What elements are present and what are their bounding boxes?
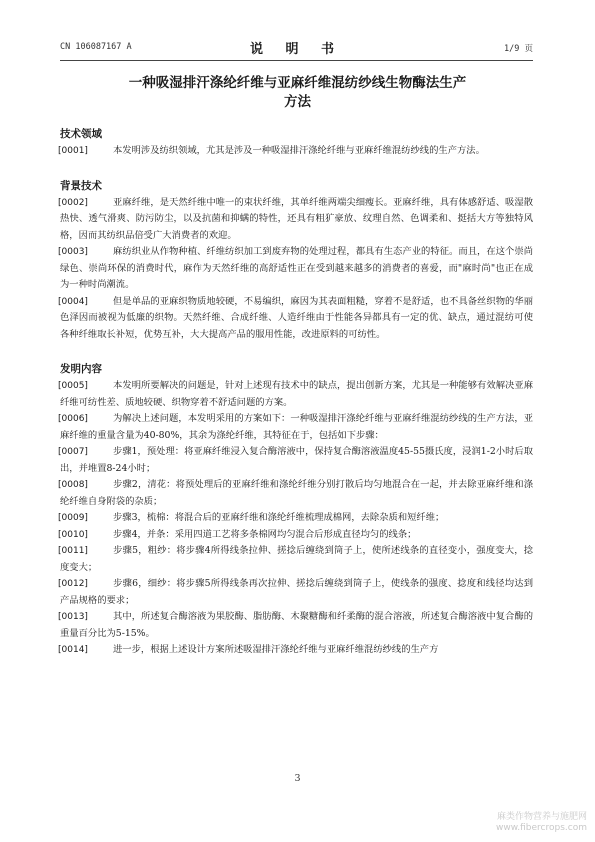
paragraph-number: [0014] [58,645,88,655]
paragraph-text: 其中，所述复合酶溶液为果胶酶、脂肪酶、木聚糖酶和纤柔酶的混合溶液，所述复合酶溶液中复合酶的重量百分比为5-15%。 [60,611,533,639]
page-number: 3 [294,773,301,784]
paragraph [60,477,533,510]
paragraph-text: 为解决上述问题，本发明采用的方案如下：一种吸湿排汗涤纶纤维与亚麻纤维混纺纱线的生产方法，亚麻纤维的重量含量为40-80%，其余为涤纶纤维，其特征在于，包括如下步骤： [60,413,533,441]
paragraph [60,244,533,294]
paragraph [60,143,533,160]
watermark-line-2: www.fibercrops.com [496,823,587,833]
paragraph-text: 步骤5，粗纱：将步骤4所得线条拉伸、搓捻后缠绕到筒子上，使所述线条的直径变小，强度变大，捻度变大； [60,545,533,573]
paragraph-text: 本发明涉及纺织领域，尤其是涉及一种吸湿排汗涤纶纤维与亚麻纤维混纺纱线的生产方法。 [113,145,485,156]
paragraph [60,609,533,642]
paragraph [60,378,533,411]
section-heading: 背景技术 [60,179,102,192]
paragraph [60,510,533,527]
paragraph-number: [0003] [58,247,88,257]
paragraph-text: 步骤4，并条：采用四道工艺将多条棉网均匀混合后形成直径均匀的线条； [113,528,417,540]
paragraph [60,527,533,544]
paragraph [60,411,533,444]
section-heading: 发明内容 [60,363,102,375]
paragraph-number: [0009] [58,513,88,523]
title-line-1: 一种吸湿排汗涤纶纤维与亚麻纤维混纺纱线生物酶法生产 [128,75,467,91]
document-title [70,74,525,112]
paragraph [60,444,533,477]
section-technical-field [60,126,533,160]
document-type: 说 明 书 [249,42,344,57]
section-heading: 技术领域 [60,128,102,140]
paragraph-text: 进一步，根据上述设计方案所述吸湿排汗涤纶纤维与亚麻纤维混纺纱线的生产方 [113,644,439,655]
paragraph-number: [0006] [58,414,88,424]
paragraph-text: 步骤6，细纱：将步骤5所得线条再次拉伸、搓捻后缠绕到筒子上，使线条的强度、捻度和线径均达到产品规格的要求； [60,578,533,606]
paragraph-number: [0013] [58,612,88,622]
paragraph-text: 但是单品的亚麻织物质地较硬，不易编织，麻因为其表面粗糙，穿着不是舒适，也不具备丝织物的华丽色泽因而被视为低廉的织物。天然纤维、合成纤维、人造纤维由于性能各异都具有一定的优、缺点，通过混纺可使各种纤维取长补短，优势互补，大大提高产品的服用性能，改进原料的可纺性。 [60,295,533,340]
header-divider [60,60,533,61]
paragraph-number: [0007] [58,447,88,457]
paragraph-number: [0005] [58,381,88,391]
paragraph-text: 本发明所要解决的问题是，针对上述现有技术中的缺点，提出创新方案，尤其是一种能够有效解决亚麻纤维可纺性差、质地较硬、织物穿着不舒适问题的方案。 [60,380,533,408]
paragraph-number: [0004] [58,296,88,307]
paragraph-text: 亚麻纤维，是天然纤维中唯一的束状纤维，其单纤维两端尖细瘦长。亚麻纤维，具有体感舒适、吸湿散热快、透气滑爽、防污防尘，以及抗菌和抑螨的特性，还具有粗犷豪放、纹理自然、色调柔和、挺括大方等独特风格，因而其纺织品倍受广大消费者的欢迎。 [60,196,533,241]
watermark-line-1: 麻类作物营养与施肥网 [496,812,587,822]
paragraph-number: [0008] [58,480,88,490]
section-background [60,178,533,344]
paragraph-text: 步骤2，清花：将预处理后的亚麻纤维和涤纶纤维分别打散后均匀地混合在一起，并去除亚麻纤维和涤纶纤维自身附袋的杂质； [60,479,533,507]
title-line-2: 方法 [284,94,311,110]
paragraph [60,294,533,344]
paragraph-number: [0001] [58,146,88,156]
paragraph-text: 步骤3，梳棉：将混合后的亚麻纤维和涤纶纤维梳理成棉网，去除杂质和短纤维； [113,512,445,523]
document-body [60,112,533,659]
paragraph [60,576,533,609]
page-indicator: 1/9 页 [504,44,533,54]
paragraph [60,543,533,576]
paragraph-text: 麻纺织业从作物种植、纤维纺织加工到废弃物的处理过程，都具有生态产业的特征。而且，在这个崇尚绿色、崇尚环保的消费时代，麻作为天然纤维的高舒适性正在受到越来越多的消费者的喜爱，而"麻时尚"也正在成为一种时尚潮流。 [60,246,533,290]
paragraph-number: [0002] [58,197,88,208]
document-number: CN 106087167 A [60,42,132,52]
section-invention-content [60,361,533,659]
paragraph-number: [0011] [58,546,88,556]
paragraph [60,195,533,245]
paragraph-number: [0010] [58,529,88,540]
page-header [60,38,533,58]
paragraph-text: 步骤1，预处理：将亚麻纤维浸入复合酶溶液中，保持复合酶溶液温度45-55摄氏度，浸润1-2小时后取出，并堆置8-24小时； [60,446,533,474]
site-watermark [496,812,587,834]
paragraph-number: [0012] [58,579,88,589]
paragraph [60,642,533,659]
